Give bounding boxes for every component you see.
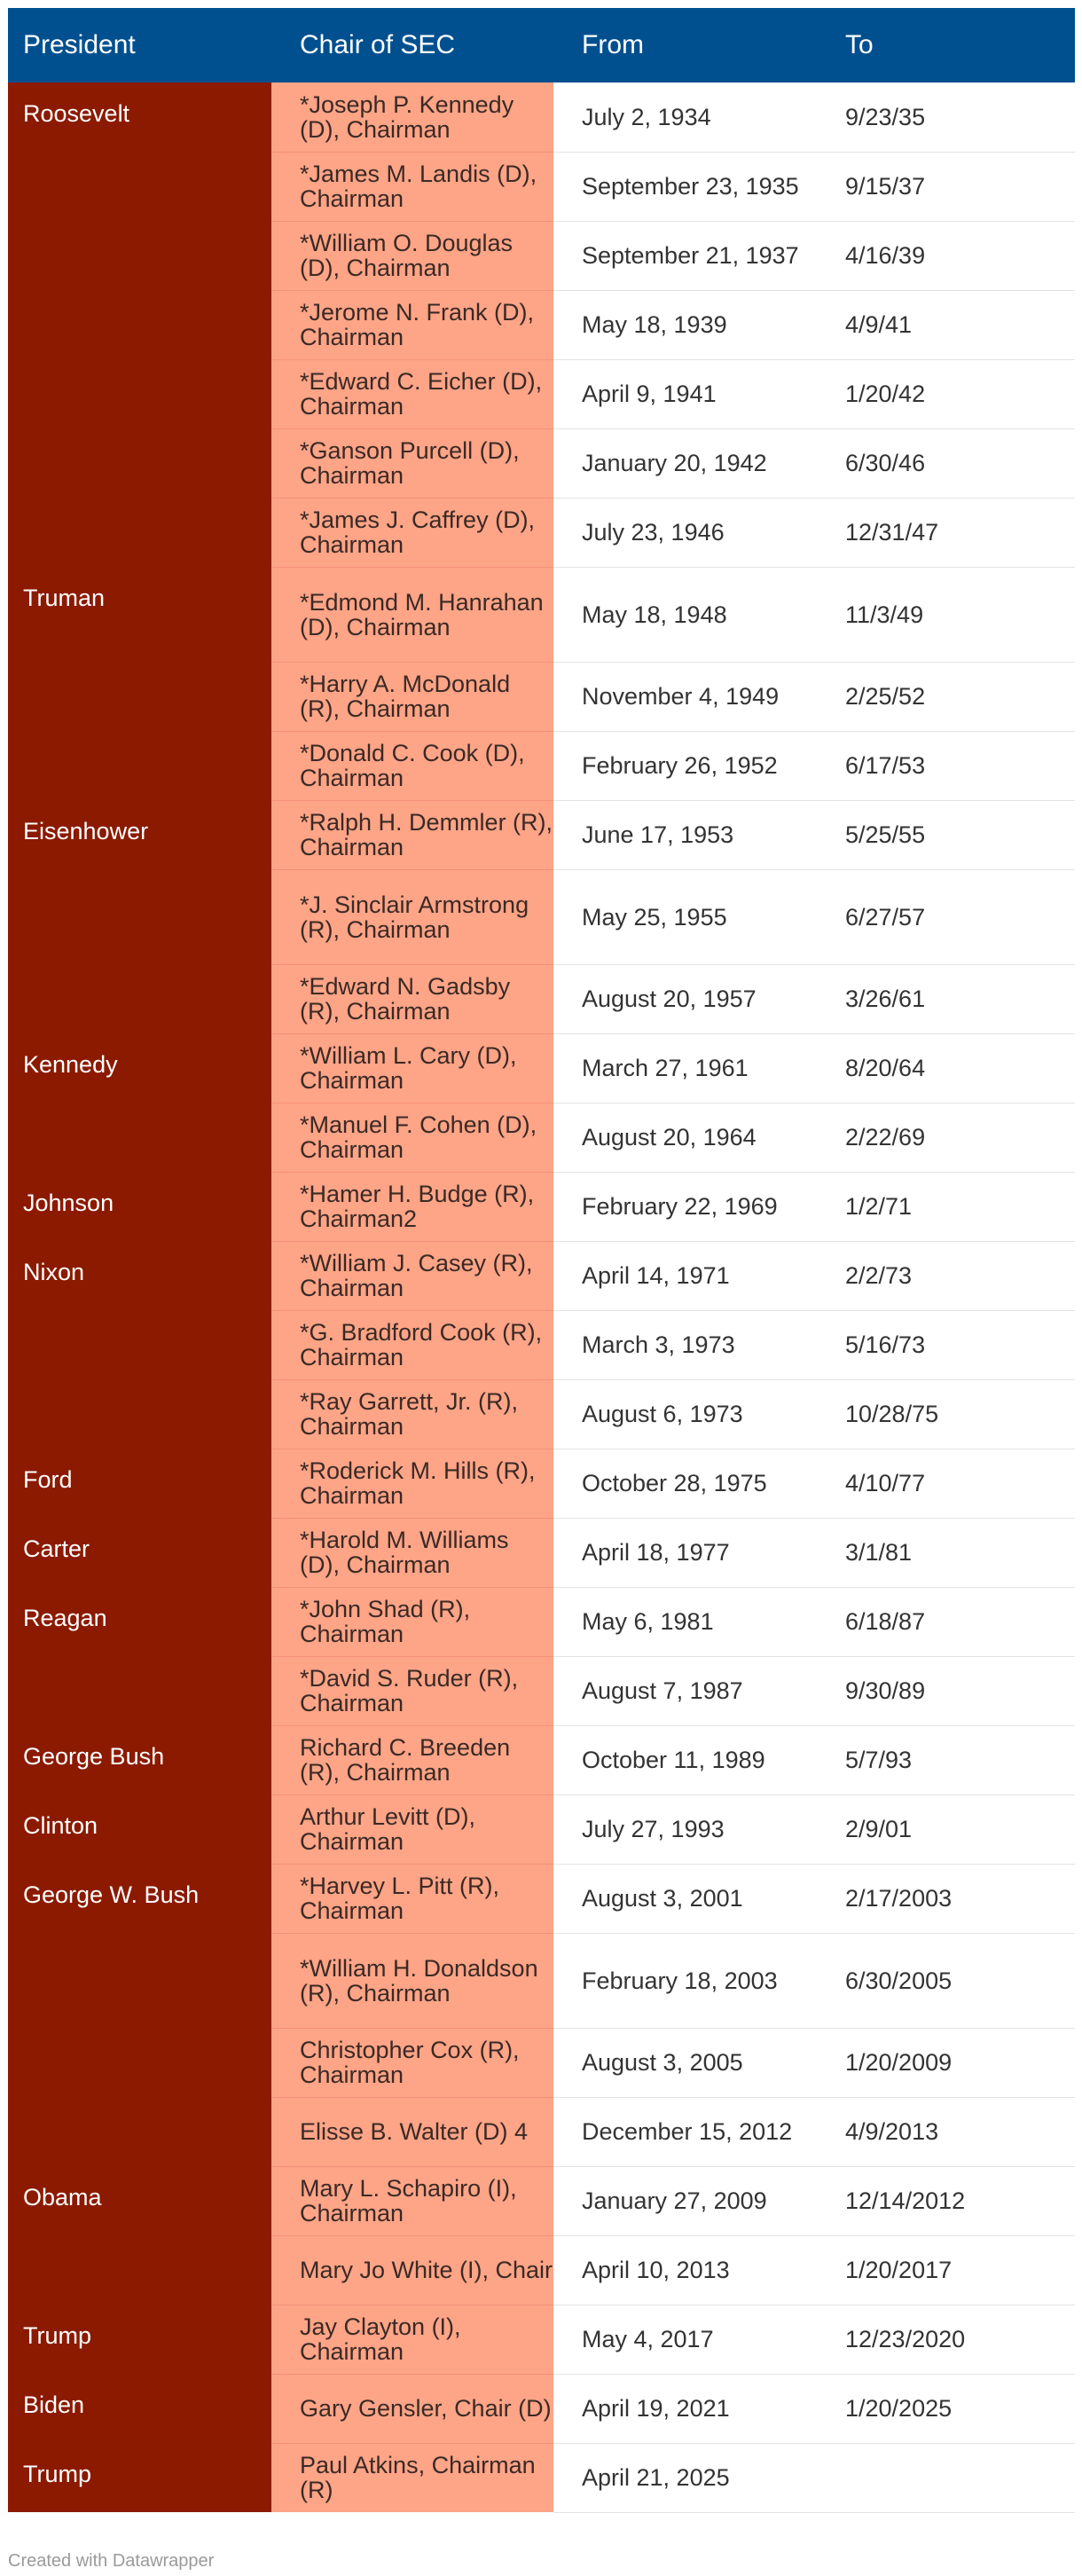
header-president: President (8, 8, 271, 82)
table-row (8, 800, 1075, 869)
chair-cell: *William H. Donaldson (R), Chairman (271, 1933, 553, 2028)
chair-cell: Paul Atkins, Chairman (R) (271, 2443, 553, 2512)
chair-cell: *David S. Ruder (R), Chairman (271, 1656, 553, 1725)
from-date-cell: December 15, 2012 (553, 2097, 825, 2166)
from-date-cell: May 4, 2017 (553, 2305, 825, 2374)
table-row (8, 1725, 1075, 1795)
to-date-cell: 2/22/69 (825, 1103, 1075, 1172)
chair-cell: *James J. Caffrey (D), Chairman (271, 498, 553, 567)
from-date-cell: July 27, 1993 (553, 1795, 825, 1864)
from-date-cell: August 7, 1987 (553, 1656, 825, 1725)
to-date-cell: 6/17/53 (825, 731, 1075, 800)
chair-cell: *Ralph H. Demmler (R), Chairman (271, 800, 553, 869)
to-date-cell: 2/2/73 (825, 1241, 1075, 1310)
table-row (8, 1103, 1075, 1172)
from-date-cell: May 6, 1981 (553, 1587, 825, 1656)
table-row (8, 662, 1075, 731)
chair-cell: *Joseph P. Kennedy (D), Chairman (271, 82, 553, 152)
chair-cell: Gary Gensler, Chair (D) (271, 2374, 553, 2443)
to-date-cell: 6/30/46 (825, 428, 1075, 498)
to-date-cell: 9/15/37 (825, 152, 1075, 221)
president-cell: Kennedy (8, 1033, 271, 1103)
from-date-cell: April 10, 2013 (553, 2235, 825, 2305)
president-cell (8, 662, 271, 731)
to-date-cell: 4/10/77 (825, 1449, 1075, 1518)
chair-cell: *William L. Cary (D), Chairman (271, 1033, 553, 1103)
from-date-cell: August 20, 1964 (553, 1103, 825, 1172)
from-date-cell: September 21, 1937 (553, 221, 825, 290)
from-date-cell: October 28, 1975 (553, 1449, 825, 1518)
chair-cell: *John Shad (R), Chairman (271, 1587, 553, 1656)
chair-cell: *William J. Casey (R), Chairman (271, 1241, 553, 1310)
from-date-cell: April 9, 1941 (553, 359, 825, 428)
to-date-cell: 1/20/2009 (825, 2028, 1075, 2097)
to-date-cell: 6/18/87 (825, 1587, 1075, 1656)
chair-cell: *William O. Douglas (D), Chairman (271, 221, 553, 290)
table-row (8, 1864, 1075, 1933)
table-row (8, 498, 1075, 567)
from-date-cell: February 26, 1952 (553, 731, 825, 800)
from-date-cell: October 11, 1989 (553, 1725, 825, 1795)
from-date-cell: February 22, 1969 (553, 1172, 825, 1241)
president-cell: Reagan (8, 1587, 271, 1656)
from-date-cell: June 17, 1953 (553, 800, 825, 869)
chair-cell: *Manuel F. Cohen (D), Chairman (271, 1103, 553, 1172)
to-date-cell: 6/27/57 (825, 869, 1075, 964)
from-date-cell: August 3, 2005 (553, 2028, 825, 2097)
sec-chairs-table (8, 8, 1075, 2513)
table-row (8, 1033, 1075, 1103)
table-row (8, 869, 1075, 964)
table-row (8, 359, 1075, 428)
president-cell (8, 1933, 271, 2028)
table-row (8, 1449, 1075, 1518)
from-date-cell: August 6, 1973 (553, 1379, 825, 1449)
president-cell (8, 869, 271, 964)
to-date-cell: 1/20/2025 (825, 2374, 1075, 2443)
chair-cell: *Edward N. Gadsby (R), Chairman (271, 964, 553, 1033)
from-date-cell: January 27, 2009 (553, 2166, 825, 2235)
chair-cell: *Jerome N. Frank (D), Chairman (271, 290, 553, 359)
from-date-cell: April 19, 2021 (553, 2374, 825, 2443)
to-date-cell: 8/20/64 (825, 1033, 1075, 1103)
table-row (8, 2166, 1075, 2235)
president-cell: Johnson (8, 1172, 271, 1241)
chair-cell: *James M. Landis (D), Chairman (271, 152, 553, 221)
to-date-cell: 5/25/55 (825, 800, 1075, 869)
from-date-cell: May 25, 1955 (553, 869, 825, 964)
to-date-cell: 2/25/52 (825, 662, 1075, 731)
president-cell (8, 428, 271, 498)
sec-chairs-table-container (8, 8, 1075, 2513)
from-date-cell: March 27, 1961 (553, 1033, 825, 1103)
president-cell (8, 290, 271, 359)
table-header (8, 8, 1075, 82)
from-date-cell: January 20, 1942 (553, 428, 825, 498)
to-date-cell: 12/14/2012 (825, 2166, 1075, 2235)
president-cell (8, 1656, 271, 1725)
president-cell: Eisenhower (8, 800, 271, 869)
chair-cell: *Ganson Purcell (D), Chairman (271, 428, 553, 498)
chair-cell: Richard C. Breeden (R), Chairman (271, 1725, 553, 1795)
to-date-cell: 2/17/2003 (825, 1864, 1075, 1933)
table-row (8, 2443, 1075, 2512)
table-row (8, 2028, 1075, 2097)
from-date-cell: May 18, 1939 (553, 290, 825, 359)
chair-cell: Mary Jo White (I), Chair (271, 2235, 553, 2305)
from-date-cell: April 14, 1971 (553, 1241, 825, 1310)
president-cell: Nixon (8, 1241, 271, 1310)
president-cell: Clinton (8, 1795, 271, 1864)
to-date-cell: 6/30/2005 (825, 1933, 1075, 2028)
table-row (8, 1795, 1075, 1864)
from-date-cell: November 4, 1949 (553, 662, 825, 731)
chair-cell: Jay Clayton (I), Chairman (271, 2305, 553, 2374)
to-date-cell (825, 2443, 1075, 2512)
from-date-cell: July 2, 1934 (553, 82, 825, 152)
to-date-cell: 5/7/93 (825, 1725, 1075, 1795)
table-row (8, 2305, 1075, 2374)
president-cell (8, 498, 271, 567)
from-date-cell: February 18, 2003 (553, 1933, 825, 2028)
president-cell (8, 1103, 271, 1172)
table-row (8, 221, 1075, 290)
from-date-cell: August 20, 1957 (553, 964, 825, 1033)
header-to: To (825, 8, 1075, 82)
to-date-cell: 12/31/47 (825, 498, 1075, 567)
from-date-cell: April 21, 2025 (553, 2443, 825, 2512)
table-row (8, 1379, 1075, 1449)
president-cell (8, 2097, 271, 2166)
datawrapper-credit: Created with Datawrapper (8, 2551, 215, 2571)
to-date-cell: 4/9/41 (825, 290, 1075, 359)
president-cell (8, 2235, 271, 2305)
chair-cell: *Harold M. Williams (D), Chairman (271, 1518, 553, 1587)
chair-cell: Elisse B. Walter (D) 4 (271, 2097, 553, 2166)
chair-cell: *Roderick M. Hills (R), Chairman (271, 1449, 553, 1518)
from-date-cell: August 3, 2001 (553, 1864, 825, 1933)
to-date-cell: 3/26/61 (825, 964, 1075, 1033)
president-cell (8, 731, 271, 800)
to-date-cell: 2/9/01 (825, 1795, 1075, 1864)
to-date-cell: 3/1/81 (825, 1518, 1075, 1587)
table-row (8, 1518, 1075, 1587)
president-cell (8, 359, 271, 428)
from-date-cell: March 3, 1973 (553, 1310, 825, 1379)
chair-cell: *Harvey L. Pitt (R), Chairman (271, 1864, 553, 1933)
president-cell: Trump (8, 2305, 271, 2374)
table-row (8, 1933, 1075, 2028)
chair-cell: Arthur Levitt (D), Chairman (271, 1795, 553, 1864)
from-date-cell: July 23, 1946 (553, 498, 825, 567)
chair-cell: *Edward C. Eicher (D), Chairman (271, 359, 553, 428)
table-row (8, 2374, 1075, 2443)
president-cell: Ford (8, 1449, 271, 1518)
president-cell (8, 152, 271, 221)
header-from: From (553, 8, 825, 82)
table-row (8, 2235, 1075, 2305)
table-row (8, 1587, 1075, 1656)
chair-cell: *J. Sinclair Armstrong (R), Chairman (271, 869, 553, 964)
table-row (8, 152, 1075, 221)
table-row (8, 2097, 1075, 2166)
table-row (8, 428, 1075, 498)
president-cell (8, 1310, 271, 1379)
to-date-cell: 1/20/42 (825, 359, 1075, 428)
from-date-cell: April 18, 1977 (553, 1518, 825, 1587)
president-cell: Biden (8, 2374, 271, 2443)
table-body (8, 82, 1075, 2512)
to-date-cell: 11/3/49 (825, 567, 1075, 662)
president-cell (8, 1379, 271, 1449)
chair-cell: *Hamer H. Budge (R), Chairman2 (271, 1172, 553, 1241)
chair-cell: *Edmond M. Hanrahan (D), Chairman (271, 567, 553, 662)
chair-cell: *Harry A. McDonald (R), Chairman (271, 662, 553, 731)
table-row (8, 1241, 1075, 1310)
chair-cell: *Ray Garrett, Jr. (R), Chairman (271, 1379, 553, 1449)
president-cell (8, 221, 271, 290)
president-cell: Obama (8, 2166, 271, 2235)
table-row (8, 1310, 1075, 1379)
to-date-cell: 1/2/71 (825, 1172, 1075, 1241)
president-cell: Truman (8, 567, 271, 662)
header-chair: Chair of SEC (271, 8, 553, 82)
table-row (8, 1172, 1075, 1241)
chair-cell: *Donald C. Cook (D), Chairman (271, 731, 553, 800)
to-date-cell: 4/9/2013 (825, 2097, 1075, 2166)
to-date-cell: 12/23/2020 (825, 2305, 1075, 2374)
table-row (8, 731, 1075, 800)
president-cell (8, 964, 271, 1033)
president-cell: George W. Bush (8, 1864, 271, 1933)
table-row (8, 1656, 1075, 1725)
table-row (8, 82, 1075, 152)
from-date-cell: September 23, 1935 (553, 152, 825, 221)
to-date-cell: 1/20/2017 (825, 2235, 1075, 2305)
to-date-cell: 5/16/73 (825, 1310, 1075, 1379)
header-row (8, 8, 1075, 82)
to-date-cell: 10/28/75 (825, 1379, 1075, 1449)
to-date-cell: 9/23/35 (825, 82, 1075, 152)
to-date-cell: 9/30/89 (825, 1656, 1075, 1725)
chair-cell: Christopher Cox (R), Chairman (271, 2028, 553, 2097)
chair-cell: *G. Bradford Cook (R), Chairman (271, 1310, 553, 1379)
president-cell: George Bush (8, 1725, 271, 1795)
from-date-cell: May 18, 1948 (553, 567, 825, 662)
table-row (8, 964, 1075, 1033)
president-cell: Roosevelt (8, 82, 271, 152)
president-cell (8, 2028, 271, 2097)
president-cell: Trump (8, 2443, 271, 2512)
chair-cell: Mary L. Schapiro (I), Chairman (271, 2166, 553, 2235)
table-row (8, 290, 1075, 359)
president-cell: Carter (8, 1518, 271, 1587)
to-date-cell: 4/16/39 (825, 221, 1075, 290)
table-row (8, 567, 1075, 662)
